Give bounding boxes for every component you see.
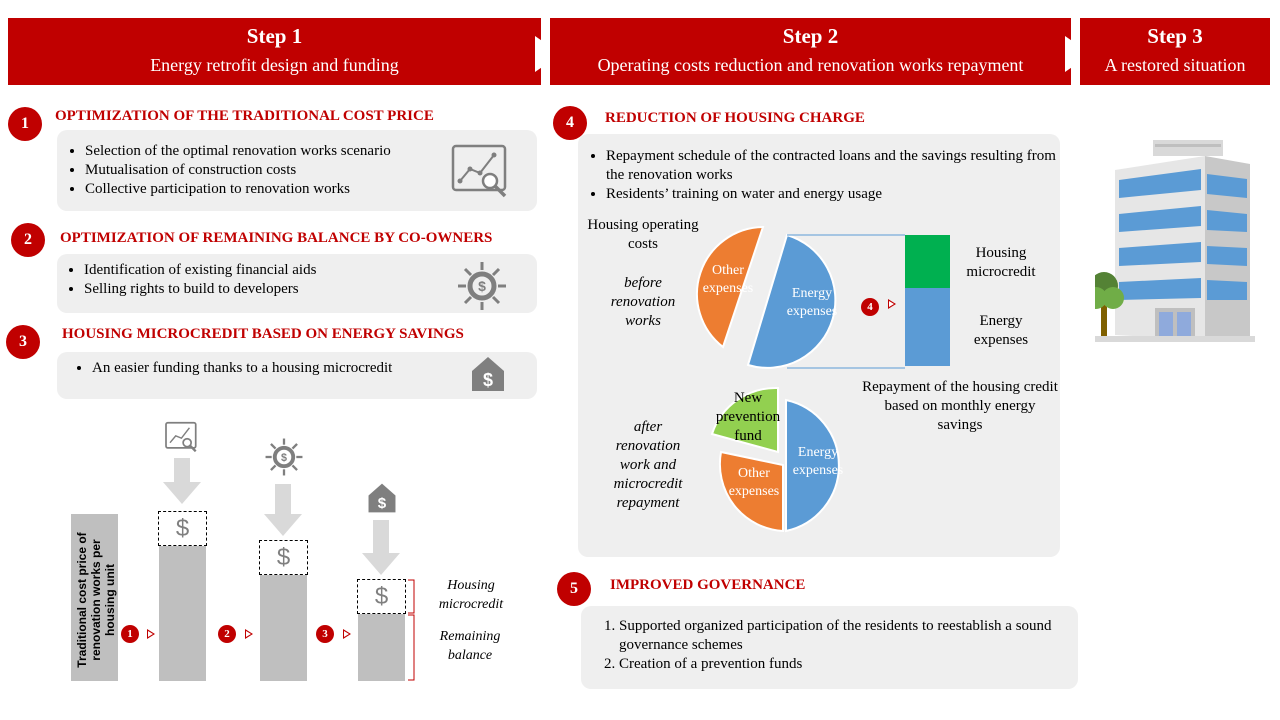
- triangle-right-icon: [343, 629, 351, 639]
- svg-text:$: $: [478, 278, 486, 294]
- triangle-right-icon: [147, 629, 155, 639]
- section-4-list: [586, 147, 1056, 204]
- bracket-remaining: [408, 614, 418, 681]
- label-remaining-balance: Remaining balance: [439, 629, 501, 663]
- dollar-box-1: $: [158, 511, 207, 546]
- list-item: 1. Supported organized participation of the residents to reestablish a sound governance schemes: [619, 617, 1067, 655]
- pie-after-other-label: Other expenses: [728, 466, 780, 499]
- list-item: • Identification of existing financial aids: [84, 261, 444, 280]
- section-2-title: OPTIMIZATION OF REMAINING BALANCE BY CO-OWNERS: [60, 230, 493, 246]
- bar-step-3: [358, 614, 405, 681]
- section-5-number: 5: [557, 572, 591, 606]
- section-5-list: [597, 617, 1067, 674]
- step2-subtitle: Operating costs reduction and renovation works repayment: [597, 55, 1024, 75]
- dollar-box-2: $: [259, 540, 308, 575]
- bar-microcredit-label: Housing microcredit: [966, 245, 1036, 280]
- dollar-gear-icon: [264, 437, 304, 477]
- section-1-list: [65, 142, 445, 199]
- dollar-box-3: $: [357, 579, 406, 614]
- section-3-title: HOUSING MICROCREDIT BASED ON ENERGY SAVINGS: [62, 326, 464, 342]
- pie-after-energy-label: Energy expenses: [792, 445, 844, 478]
- section-2-number: 2: [11, 223, 45, 257]
- svg-text:$: $: [281, 451, 287, 464]
- down-arrow-icon: [264, 484, 302, 536]
- pie-step-marker: 4: [861, 298, 879, 316]
- step2-title: Step 2: [782, 24, 839, 48]
- step3-header: [1080, 18, 1270, 85]
- bar-energy-label: Energy expenses: [973, 313, 1029, 348]
- label-housing-microcredit: Housing microcredit: [438, 578, 504, 612]
- step1-header: [8, 18, 541, 85]
- section-1-title: OPTIMIZATION OF THE TRADITIONAL COST PRICE: [55, 108, 434, 124]
- down-arrow-icon: [163, 458, 201, 504]
- office-building-icon: [1095, 130, 1255, 350]
- dollar-gear-icon: [456, 260, 508, 312]
- step2-header: [550, 18, 1071, 85]
- bar-step-marker-1: 1: [121, 625, 139, 643]
- svg-text:$: $: [377, 495, 387, 513]
- list-item: • Residents’ training on water and energy usage: [606, 185, 1056, 204]
- triangle-right-icon: [245, 629, 253, 639]
- pie-before-energy-label: Energy expenses: [786, 286, 838, 319]
- bar-step-2: [260, 575, 307, 681]
- step3-subtitle: A restored situation: [1104, 55, 1246, 75]
- stacked-bar-microcredit: [905, 235, 950, 288]
- dollar-house-icon: [366, 482, 398, 514]
- bar-step-marker-3: 3: [316, 625, 334, 643]
- repayment-note: Repayment of the housing credit based on monthly energy savings: [862, 379, 1058, 433]
- section-1-number: 1: [8, 107, 42, 141]
- chart-magnifier-icon: [450, 143, 512, 199]
- bar-step-1: [159, 546, 206, 681]
- list-item: • Collective participation to renovation works: [85, 180, 445, 199]
- dollar-house-icon: [470, 355, 506, 393]
- down-arrow-icon: [362, 520, 400, 575]
- section-5-title: IMPROVED GOVERNANCE: [610, 577, 806, 593]
- before-renovation-label: before renovation works: [610, 275, 676, 329]
- list-item: • Selling rights to build to developers: [84, 280, 444, 299]
- stacked-bar-energy: [905, 288, 950, 366]
- section-4-number: 4: [553, 106, 587, 140]
- step1-title: Step 1: [246, 24, 303, 48]
- list-item: • Mutualisation of construction costs: [85, 161, 445, 180]
- pie-after-prevention-label: New prevention fund: [715, 390, 781, 444]
- bracket-microcredit: [408, 579, 418, 614]
- section-4-title: REDUCTION OF HOUSING CHARGE: [605, 110, 865, 126]
- list-item: • Selection of the optimal renovation works scenario: [85, 142, 445, 161]
- section-2-list: [64, 261, 444, 299]
- bars-ylabel: Traditional cost price of renovation works per housing unit: [75, 532, 117, 668]
- pie-before-other-label: Other expenses: [702, 263, 754, 296]
- step3-title: Step 3: [1147, 24, 1203, 48]
- svg-text:$: $: [482, 370, 494, 390]
- list-item: 2. Creation of a prevention funds: [619, 655, 1067, 674]
- step1-subtitle: Energy retrofit design and funding: [150, 55, 399, 75]
- triangle-right-icon: [888, 299, 896, 309]
- list-item: • An easier funding thanks to a housing microcredit: [92, 359, 452, 378]
- chart-magnifier-icon: [164, 421, 200, 453]
- housing-operating-costs-label: Housing operating costs: [587, 217, 699, 252]
- bar-step-marker-2: 2: [218, 625, 236, 643]
- section-3-list: [72, 359, 452, 378]
- section-3-number: 3: [6, 325, 40, 359]
- list-item: • Repayment schedule of the contracted loans and the savings resulting from the renovation works: [606, 147, 1056, 185]
- after-renovation-label: after renovation work and microcredit repayment: [613, 419, 683, 511]
